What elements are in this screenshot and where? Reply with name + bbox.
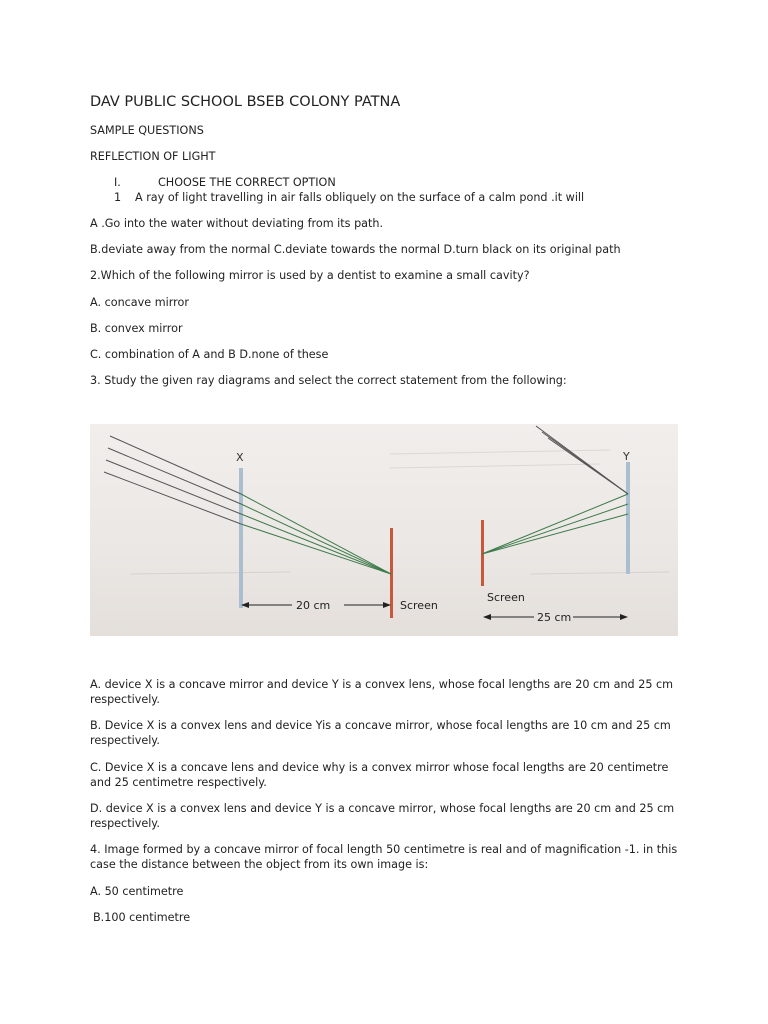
q2-text: 2.Which of the following mirror is used by a dentist to examine a small cavity?: [90, 269, 530, 282]
screen-left-label: Screen: [400, 599, 438, 612]
q4-option-b: B.100 centimetre: [93, 911, 191, 924]
q1-option-a: A .Go into the water without deviating from its path.: [90, 217, 384, 230]
q2-option-cd: C. combination of A and B D.none of these: [90, 348, 329, 361]
q3-option-d: D. device X is a convex lens and device Y is a concave mirror, whose focal lengths are 20 cm and 25 cm respectively.: [90, 802, 675, 830]
reflected-rays-right: [482, 494, 628, 554]
incoming-rays-right: [536, 426, 628, 494]
q4-option-a: A. 50 centimetre: [90, 885, 184, 898]
screen-right-label: Screen: [487, 591, 525, 604]
distance-right-label: 25 cm: [537, 611, 572, 624]
section-heading: CHOOSE THE CORRECT OPTION: [158, 176, 336, 189]
screen-left: [390, 528, 393, 618]
background-texture: [130, 450, 670, 574]
q1-options-bcd: B.deviate away from the normal C.deviate towards the normal D.turn black on its original path: [90, 243, 621, 256]
ray-diagram-figure: [90, 424, 678, 636]
q4-text: 4. Image formed by a concave mirror of focal length 50 centimetre is real and of magnification -1. in this case the distance between the object from its own image is:: [90, 843, 678, 871]
incoming-rays-left: [104, 436, 241, 524]
school-title: DAV PUBLIC SCHOOL BSEB COLONY PATNA: [90, 94, 401, 110]
ray-diagram: [90, 424, 678, 636]
topic-heading: REFLECTION OF LIGHT: [90, 150, 216, 163]
label-x: X: [236, 451, 244, 464]
section-numeral: I.: [114, 176, 121, 189]
q3-text: 3. Study the given ray diagrams and select the correct statement from the following:: [90, 374, 567, 387]
q3-option-a: A. device X is a concave mirror and device Y is a convex lens, whose focal lengths are 20 cm and 25 cm respectively.: [90, 678, 674, 706]
device-x: [239, 468, 243, 608]
doc-subtitle: SAMPLE QUESTIONS: [90, 124, 204, 137]
q3-option-c: C. Device X is a concave lens and device why is a convex mirror whose focal lengths are 20 centimetre and 25 centimetre respectively.: [90, 761, 669, 789]
device-y: [626, 462, 630, 574]
label-y: Y: [623, 450, 630, 463]
q3-option-b: B. Device X is a convex lens and device Yis a concave mirror, whose focal lengths are 10 cm and 25 cm respectively.: [90, 719, 671, 747]
q2-option-b: B. convex mirror: [90, 322, 183, 335]
distance-left-label: 20 cm: [296, 599, 331, 612]
q1-text: A ray of light travelling in air falls obliquely on the surface of a calm pond .it will: [135, 191, 585, 204]
q1-number: 1: [114, 191, 122, 204]
converging-rays-left: [241, 494, 391, 574]
q2-option-a: A. concave mirror: [90, 296, 189, 309]
